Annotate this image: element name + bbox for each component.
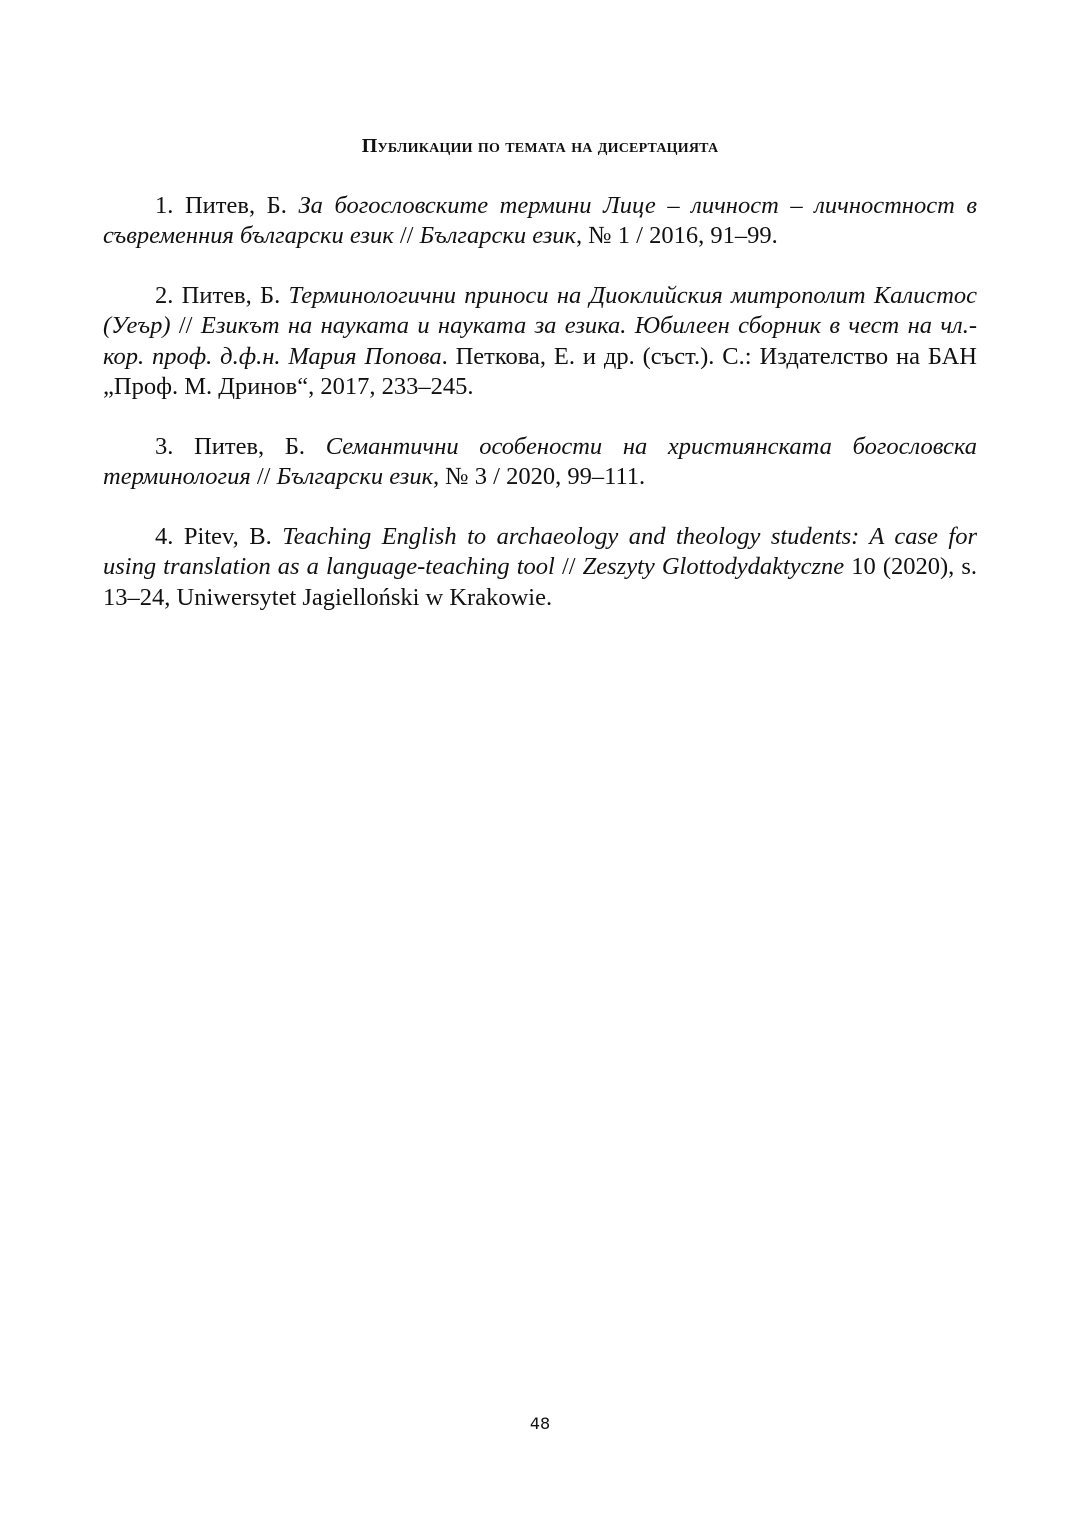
entry-title: Терминологични приноси на Диоклийския митрополит Калистос (Уеър) [103,282,978,340]
entry-source: Zeszyty Glottodydaktyczne [582,553,845,581]
entry-number: 3. [155,433,174,460]
entry-source: Български език [419,222,577,250]
publication-entry [103,191,977,252]
entry-details: , № 3 / 2020, 99–111. [433,463,646,491]
entry-author: Питев, Б. [184,192,287,219]
entry-details: 10 (2020), s. 13–24, Uniwersytet Jagielloński w Krakowie. [103,553,977,611]
page-heading: Публикации по темата на дисертацията [361,135,719,157]
entry-number: 2. [155,282,174,309]
entry-source: Езикът на науката и науката за езика. Юбилеен сборник в чест на чл.-кор. проф. д.ф.н. Мария Попова [103,312,978,370]
entry-separator: // [561,553,576,581]
entry-details: . Петкова, Е. и др. (съст.). С.: Издателство на БАН „Проф. М. Дринов“, 2017, 233–245. [103,342,977,400]
entry-number: 1. [155,192,174,219]
entry-separator: // [256,463,271,491]
entry-title: Teaching English to archaeology and theology students: A case for using translation as a language-teaching tool [103,523,978,581]
entry-title: Семантични особености на християнската богословска терминология [103,433,978,491]
entry-source: Български език [276,463,434,491]
publication-entry [103,432,977,493]
entry-title: За богословските термини Лице – личност – личностност в съвременния български език [103,192,978,250]
entry-separator: // [178,312,193,340]
publication-entry [103,522,977,613]
entry-details: , № 1 / 2016, 91–99. [576,222,778,250]
entry-author: Pitev, B. [183,523,272,550]
entry-author: Питев, Б. [194,433,306,460]
page-number: 48 [529,1414,551,1433]
entry-separator: // [399,222,414,250]
publication-entry [103,281,977,402]
entry-number: 4. [155,523,174,550]
entry-author: Питев, Б. [181,282,281,309]
